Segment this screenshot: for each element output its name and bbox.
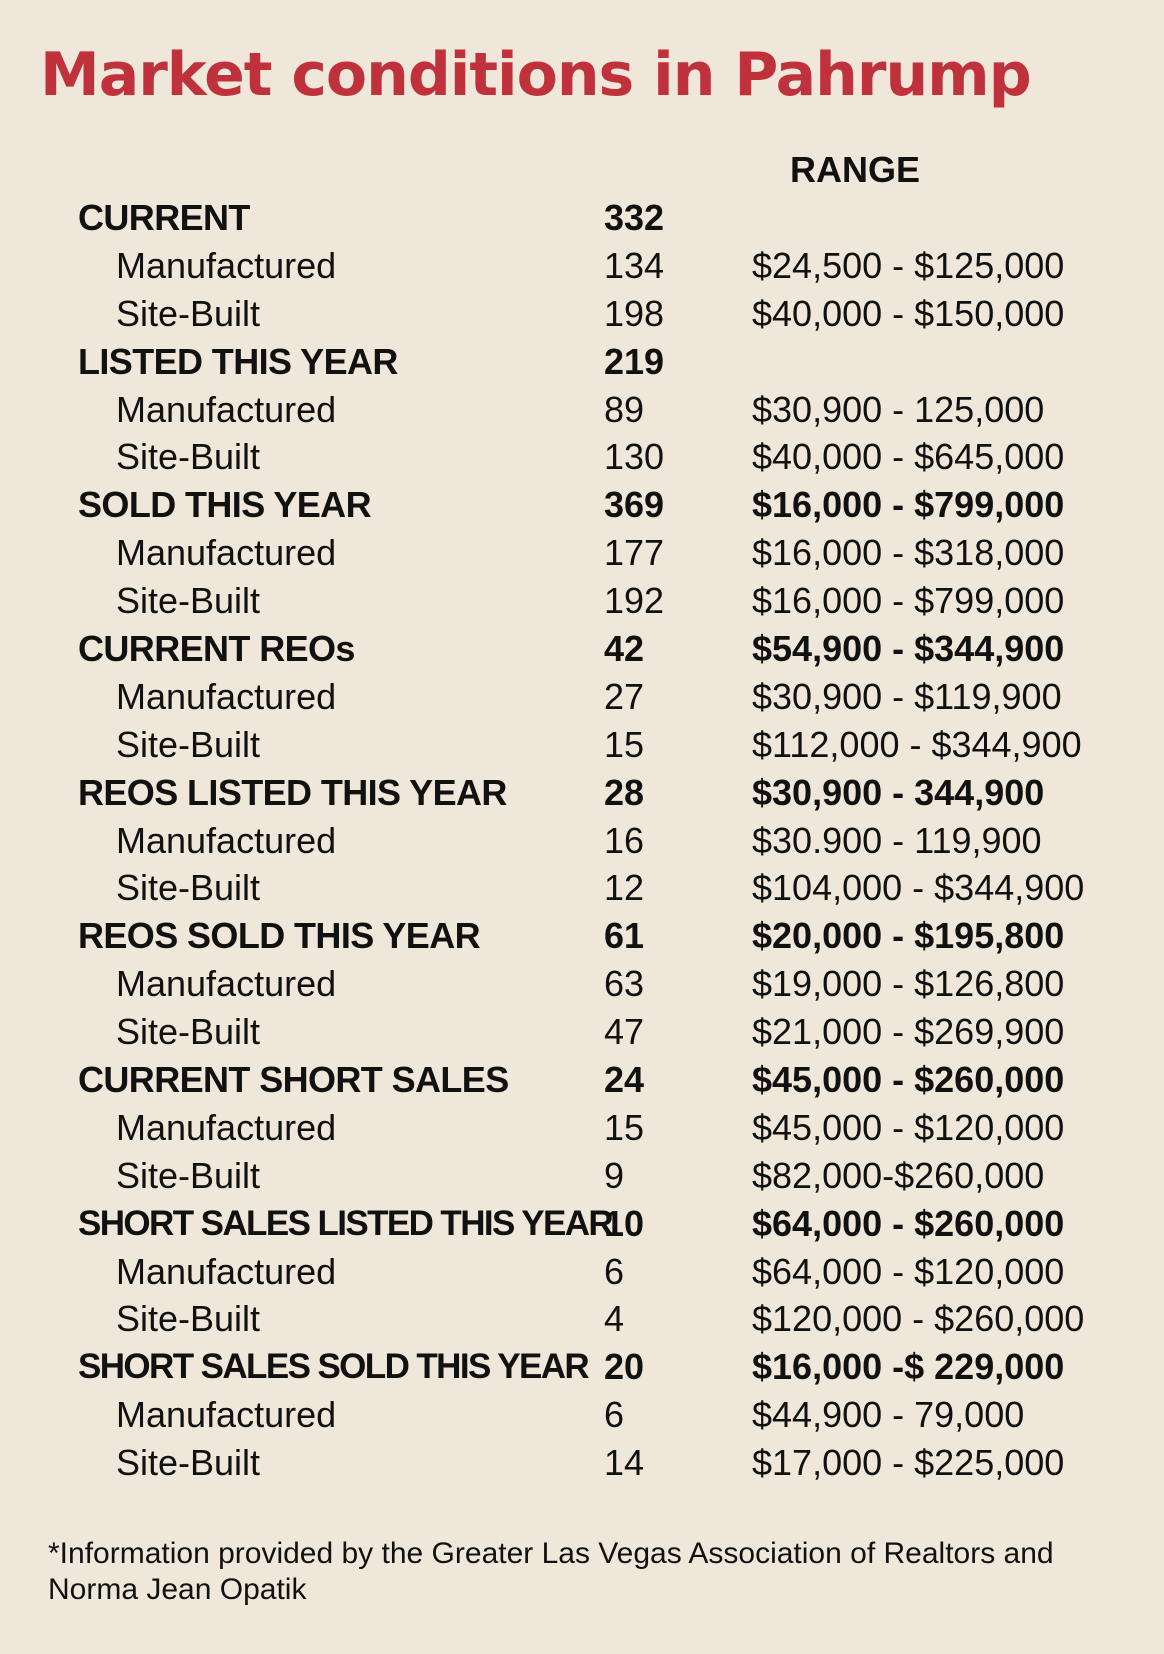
category-label: CURRENT [78,197,250,238]
subcategory-row [0,577,1164,625]
price-range-value: $17,000 - $225,000 [752,1442,1065,1484]
source-footnote: *Information provided by the Greater Las Vegas Association of Realtors and Norma Jean Opatik [48,1537,1054,1606]
count-value: 28 [604,771,645,813]
subcategory-label: Site-Built [116,580,261,622]
count-value: 10 [604,1202,645,1244]
price-range-value: $44,900 - 79,000 [752,1394,1025,1436]
market-table [0,194,1164,1487]
count-value: 9 [604,1154,625,1196]
category-label: CURRENT SHORT SALES [78,1059,509,1101]
subcategory-row [0,673,1164,721]
subcategory-row [0,290,1164,338]
price-range-value: $82,000-$260,000 [752,1154,1045,1196]
subcategory-label: Site-Built [116,1011,261,1053]
subcategory-row [0,242,1164,290]
price-range-value: $64,000 - $260,000 [752,1202,1065,1244]
subcategory-label: Manufactured [116,1250,337,1292]
price-range-value: $30,900 - $119,900 [752,675,1062,717]
subcategory-row [0,721,1164,769]
price-range-value: $20,000 - $195,800 [752,915,1065,957]
category-label: REOS SOLD THIS YEAR [78,915,481,957]
count-value: 63 [604,963,645,1005]
category-label: SOLD THIS YEAR [78,484,371,526]
price-range-value: $64,000 - $120,000 [752,1250,1065,1292]
price-range-value: $54,900 - $344,900 [752,628,1065,670]
subcategory-label: Manufactured [116,1106,337,1148]
subcategory-label: Manufactured [116,532,337,574]
category-row [0,1200,1164,1248]
category-row [0,1056,1164,1104]
price-range-value: $16,000 - $318,000 [752,532,1065,574]
price-range-value: $40,000 - $645,000 [752,436,1065,478]
price-range-value: $30,900 - 344,900 [752,771,1045,813]
count-value: 27 [604,675,645,717]
category-row [0,625,1164,673]
category-label: CURRENT REOs [78,628,355,670]
subcategory-row [0,864,1164,912]
count-value: 20 [604,1346,645,1388]
count-value: 47 [604,1011,645,1053]
count-value: 16 [604,819,645,861]
category-row [0,769,1164,817]
price-range-value: $45,000 - $260,000 [752,1059,1065,1101]
category-row [0,194,1164,242]
count-value: 4 [604,1298,625,1340]
count-value: 61 [604,915,645,957]
subcategory-label: Manufactured [116,675,337,717]
price-range-value: $112,000 - $344,900 [752,723,1082,765]
category-label: REOS LISTED THIS YEAR [78,771,507,813]
subcategory-row [0,1391,1164,1439]
subcategory-row [0,529,1164,577]
price-range-value: $24,500 - $125,000 [752,244,1065,286]
subcategory-row [0,1104,1164,1152]
count-value: 198 [604,292,665,334]
subcategory-row [0,1439,1164,1487]
subcategory-row [0,1248,1164,1296]
subcategory-row [0,1295,1164,1343]
count-value: 89 [604,388,645,430]
price-range-value: $104,000 - $344,900 [752,867,1085,909]
price-range-value: $19,000 - $126,800 [752,963,1065,1005]
count-value: 134 [604,244,665,286]
count-value: 130 [604,436,665,478]
subcategory-label: Site-Built [116,1154,261,1196]
category-row [0,481,1164,529]
subcategory-label: Site-Built [116,1442,261,1484]
subcategory-row [0,817,1164,865]
category-row [0,1343,1164,1391]
count-value: 6 [604,1394,625,1436]
count-value: 219 [604,340,665,382]
count-value: 24 [604,1059,645,1101]
price-range-value: $30.900 - 119,900 [752,819,1042,861]
subcategory-label: Site-Built [116,436,261,478]
count-value: 369 [604,484,665,526]
category-row [0,912,1164,960]
subcategory-row [0,433,1164,481]
subcategory-label: Site-Built [116,292,261,334]
subcategory-label: Manufactured [116,819,337,861]
count-value: 177 [604,532,665,574]
subcategory-label: Manufactured [116,388,337,430]
category-label: LISTED THIS YEAR [78,340,398,382]
count-value: 332 [604,197,665,238]
count-value: 15 [604,1106,645,1148]
subcategory-label: Manufactured [116,244,337,286]
category-label: SHORT SALES LISTED THIS YEAR [78,1203,613,1243]
count-value: 192 [604,580,665,622]
subcategory-row [0,960,1164,1008]
count-value: 6 [604,1250,625,1292]
subcategory-label: Site-Built [116,1298,261,1340]
price-range-value: $30,900 - 125,000 [752,388,1045,430]
price-range-value: $45,000 - $120,000 [752,1106,1065,1148]
subcategory-label: Manufactured [116,963,337,1005]
subcategory-row [0,1152,1164,1200]
count-value: 14 [604,1442,645,1484]
price-range-value: $40,000 - $150,000 [752,292,1065,334]
price-range-value: $21,000 - $269,900 [752,1011,1065,1053]
subcategory-label: Manufactured [116,1394,337,1436]
subcategory-row [0,386,1164,434]
price-range-value: $16,000 - $799,000 [752,580,1065,622]
subcategory-label: Site-Built [116,867,261,909]
category-row [0,338,1164,386]
count-value: 12 [604,867,645,909]
price-range-value: $16,000 -$ 229,000 [752,1346,1065,1388]
price-range-value: $120,000 - $260,000 [752,1298,1085,1340]
count-value: 15 [604,723,645,765]
range-column-header: RANGE [790,149,921,190]
page-title: Market conditions in Pahrump [40,40,1031,110]
count-value: 42 [604,628,645,670]
subcategory-label: Site-Built [116,723,261,765]
subcategory-row [0,1008,1164,1056]
category-label: SHORT SALES SOLD THIS YEAR [78,1347,589,1387]
price-range-value: $16,000 - $799,000 [752,484,1065,526]
